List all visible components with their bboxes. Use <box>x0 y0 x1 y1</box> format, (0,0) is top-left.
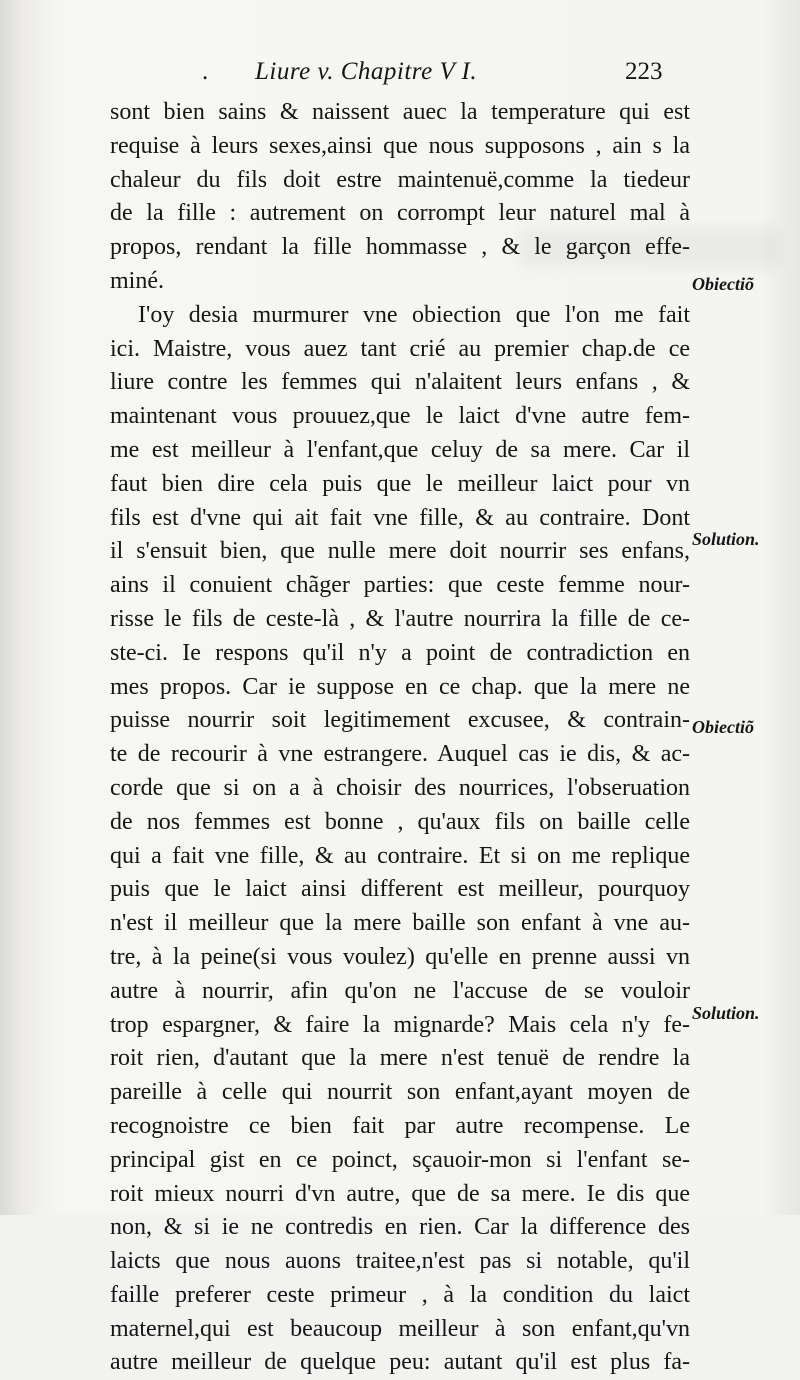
text-line: requise à leurs sexes,ainsi que nous supposons , ain s la <box>110 132 690 159</box>
text-line: risse le fils de ceste-là , & l'autre nourrira la fille de ce- <box>110 605 690 632</box>
text-line: roit rien, d'autant que la mere n'est tenuë de rendre la <box>110 1045 690 1072</box>
text-line: sont bien sains & naissent auec la temperature qui est <box>110 99 690 125</box>
header-dot: . <box>202 58 209 85</box>
text-line: chaleur du fils doit estre maintenuë,comme la tiedeur <box>110 166 690 193</box>
text-line: recognoistre ce bien fait par autre recompense. Le <box>110 1112 690 1139</box>
margin-note-objection: Obiectiõ <box>692 717 754 737</box>
page-number: 223 <box>625 58 663 85</box>
text-line: maternel,qui est beaucoup meilleur à son enfant,qu'vn <box>110 1315 690 1342</box>
text-line: il s'ensuit bien, que nulle mere doit nourrir ses enfans, <box>110 538 690 565</box>
text-line: de la fille : autrement on corrompt leur naturel mal à <box>110 200 690 227</box>
text-line: roit mieux nourri d'vn autre, que de sa mere. Ie dis que <box>110 1180 690 1207</box>
text-line: trop espargner, & faire la mignarde? Mais cela n'y fe- <box>110 1011 690 1038</box>
text-line: laicts que nous auons traitee,n'est pas si notable, qu'il <box>110 1248 690 1275</box>
text-line: corde que si on a à choisir des nourrices, l'obseruation <box>110 774 690 801</box>
margin-note-objection: Obiectiõ <box>692 274 754 294</box>
text-line: faille preferer ceste primeur , à la condition du laict <box>110 1281 690 1308</box>
margin-note-solution: Solution. <box>692 529 760 549</box>
running-header <box>110 58 690 92</box>
text-line: maintenant vous prouuez,que le laict d'vne autre fem- <box>110 403 690 430</box>
text-line: me est meilleur à l'enfant,que celuy de sa mere. Car il <box>110 436 690 463</box>
margin-note-solution: Solution. <box>692 1003 760 1023</box>
text-line: qui a fait vne fille, & au contraire. Et si on me replique <box>110 842 690 869</box>
text-line: liure contre les femmes qui n'alaitent leurs enfans , & <box>110 369 690 396</box>
text-line: I'oy desia murmurer vne obiection que l'on me fait <box>138 301 690 328</box>
text-line: te de recourir à vne estrangere. Auquel cas ie dis, & ac- <box>110 741 690 768</box>
text-line: de nos femmes est bonne , qu'aux fils on baille celle <box>110 808 690 835</box>
text-line: puisse nourrir soit legitimement excusee, & contrain- <box>110 707 690 734</box>
text-line: puis que le laict ainsi different est meilleur, pourquoy <box>110 876 690 903</box>
text-line: n'est il meilleur que la mere baille son enfant à vne au- <box>110 910 690 937</box>
text-line: propos, rendant la fille hommasse , & le garçon effe- <box>110 234 690 261</box>
text-line: fils est d'vne qui ait fait vne fille, & au contraire. Dont <box>110 504 690 531</box>
text-line: ains il conuient chãger parties: que ceste femme nour- <box>110 572 690 599</box>
text-line: non, & si ie ne contredis en rien. Car la difference des <box>110 1214 690 1241</box>
text-line: tre, à la peine(si vous voulez) qu'elle en prenne aussi vn <box>110 943 690 970</box>
text-line: mes propos. Car ie suppose en ce chap. que la mere ne <box>110 673 690 700</box>
running-title: Liure v. Chapitre V I. <box>255 58 478 85</box>
body-text <box>110 96 690 1380</box>
text-line: autre à nourrir, afin qu'on ne l'accuse de se vouloir <box>110 977 690 1004</box>
text-line: pareille à celle qui nourrit son enfant,ayant moyen de <box>110 1079 690 1106</box>
text-line: autre meilleur de quelque peu: autant qu'il est plus fa- <box>110 1349 690 1376</box>
text-line: ici. Maistre, vous auez tant crié au premier chap.de ce <box>110 335 690 362</box>
text-line: ste-ci. Ie respons qu'il n'y a point de contradiction en <box>110 639 690 666</box>
text-line: miné. <box>110 267 164 294</box>
text-line: principal gist en ce poinct, sçauoir-mon si l'enfant se- <box>110 1146 690 1173</box>
text-line: faut bien dire cela puis que le meilleur laict pour vn <box>110 470 690 497</box>
